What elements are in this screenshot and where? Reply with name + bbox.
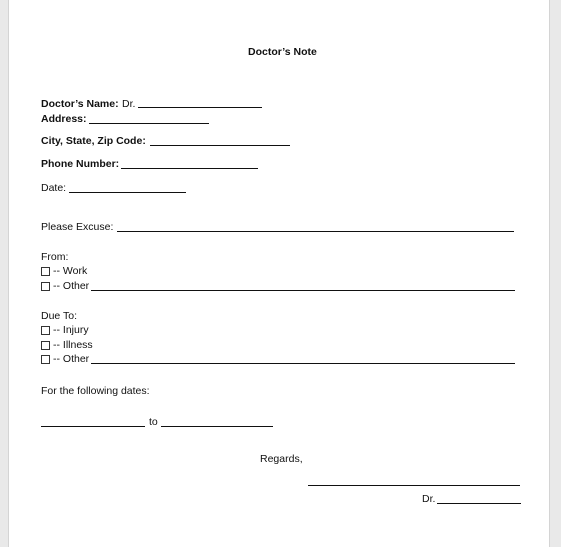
doctor-name-label: Doctor’s Name: [41, 98, 119, 110]
address-field[interactable] [89, 123, 209, 124]
address-label: Address: [41, 113, 87, 125]
phone-number-label: Phone Number: [41, 158, 120, 170]
due-illness-label: -- Illness [53, 339, 93, 351]
due-injury-label: -- Injury [53, 324, 89, 336]
due-to-label: Due To: [41, 310, 77, 322]
please-excuse-label: Please Excuse: [41, 221, 114, 233]
due-injury-checkbox[interactable] [41, 326, 50, 335]
date-from-field[interactable] [41, 426, 145, 427]
regards-text: Regards, [260, 453, 303, 465]
signature-prefix: Dr. [422, 493, 436, 505]
date-to-label: to [149, 416, 158, 428]
from-other-checkbox[interactable] [41, 282, 50, 291]
page-title: Doctor’s Note [248, 46, 317, 58]
from-work-label: -- Work [53, 265, 88, 277]
please-excuse-field[interactable] [117, 231, 514, 232]
from-label: From: [41, 251, 69, 263]
from-other-field[interactable] [91, 290, 515, 291]
date-to-field[interactable] [161, 426, 273, 427]
document-page [8, 0, 550, 547]
due-other-checkbox[interactable] [41, 355, 50, 364]
phone-number-field[interactable] [121, 168, 258, 169]
from-work-checkbox[interactable] [41, 267, 50, 276]
due-other-label: -- Other [53, 353, 90, 365]
date-label: Date: [41, 182, 67, 194]
signature-name-field[interactable] [437, 503, 521, 504]
doctor-name-field[interactable] [138, 107, 262, 108]
city-state-zip-label: City, State, Zip Code: [41, 135, 146, 147]
from-other-label: -- Other [53, 280, 90, 292]
following-dates-label: For the following dates: [41, 385, 150, 397]
doctor-prefix: Dr. [122, 98, 136, 110]
signature-line[interactable] [308, 485, 520, 486]
date-field[interactable] [69, 192, 186, 193]
due-illness-checkbox[interactable] [41, 341, 50, 350]
due-other-field[interactable] [91, 363, 515, 364]
city-state-zip-field[interactable] [150, 145, 290, 146]
